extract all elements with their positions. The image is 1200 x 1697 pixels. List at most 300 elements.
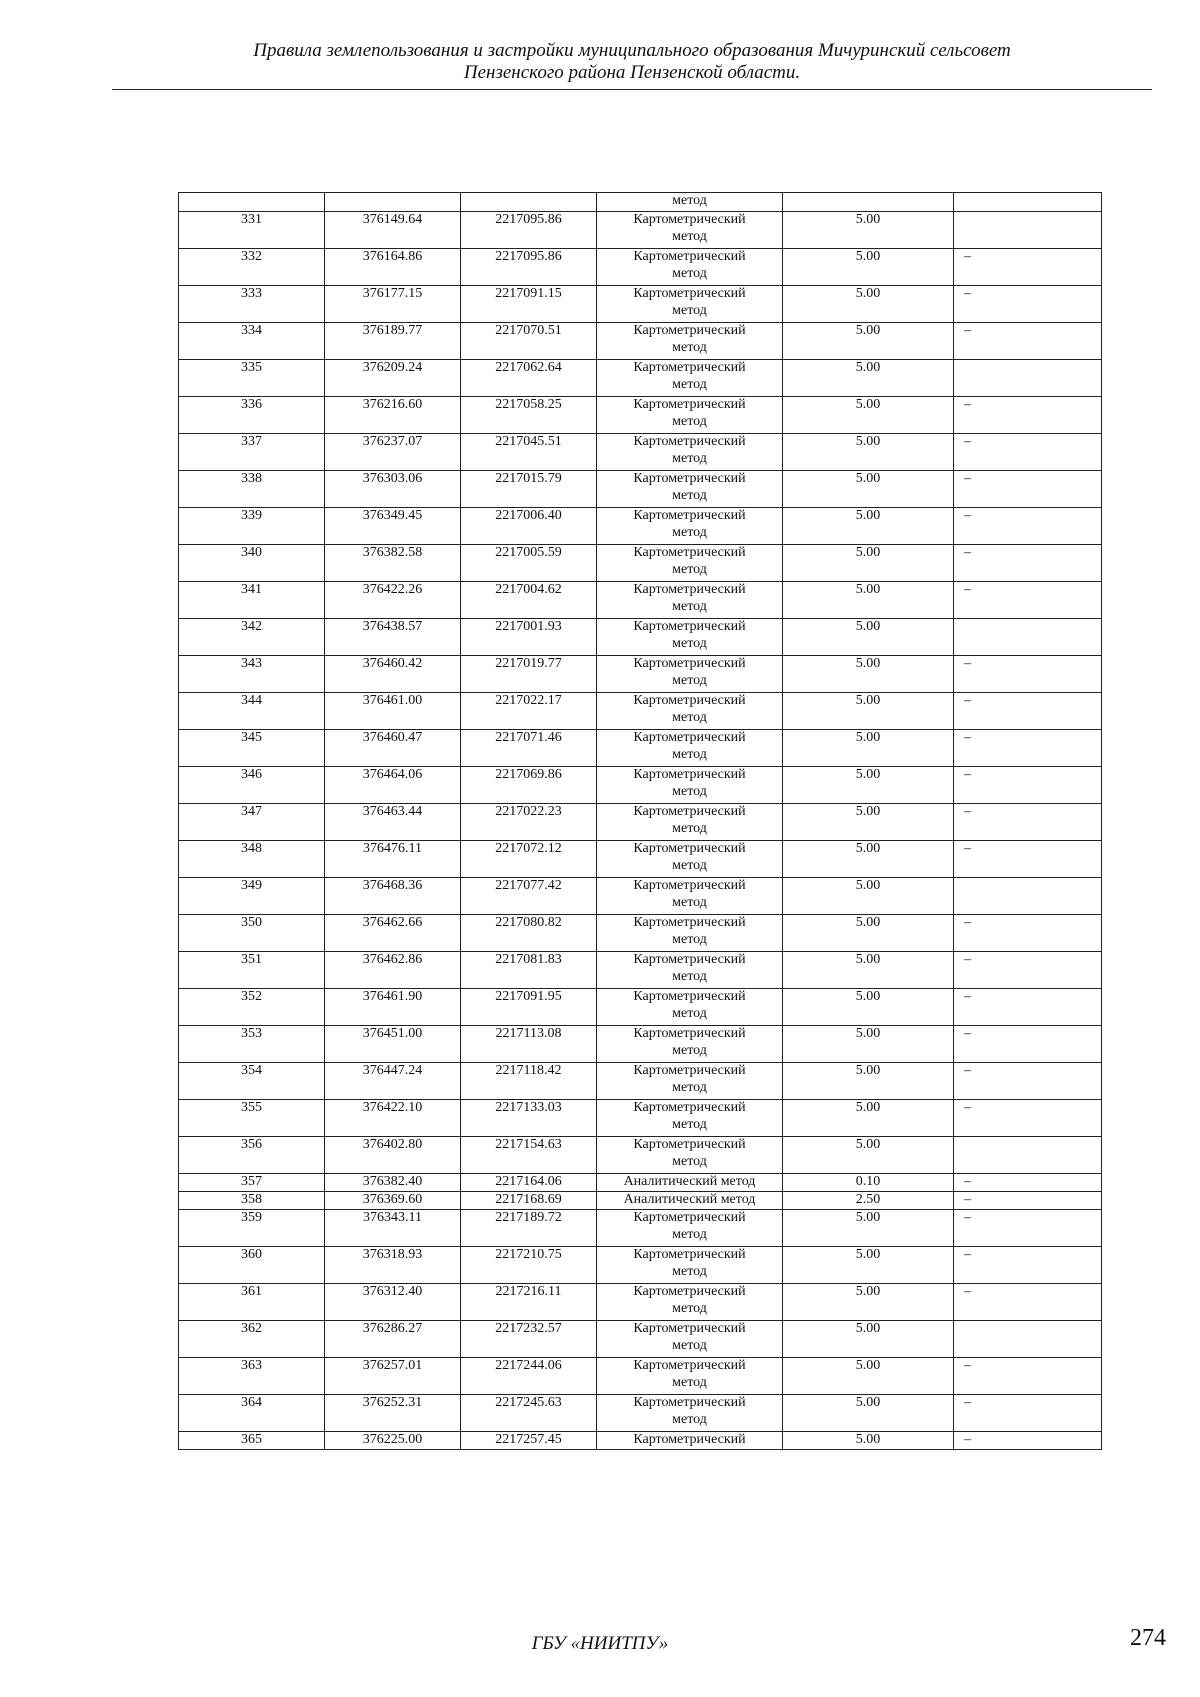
table-cell-note: – [954,841,1102,878]
table-cell [461,193,597,212]
table-cell-point-number: 336 [179,397,325,434]
method-line-2: метод [672,1226,707,1242]
table-cell-note: – [954,397,1102,434]
method-line-2: метод [672,1337,707,1353]
method-line-1: Картометрический [633,471,746,486]
table-row [179,1137,1102,1174]
table-cell-point-number: 338 [179,471,325,508]
table-cell-coordinate-x: 376177.15 [325,286,461,323]
table-cell-coordinate-y: 2217022.23 [461,804,597,841]
table-cell-coordinate-x: 376461.00 [325,693,461,730]
table-cell-method [597,1321,783,1358]
table-cell-method [597,878,783,915]
table-cell-point-number: 333 [179,286,325,323]
table-cell-coordinate-x: 376463.44 [325,804,461,841]
table-cell-coordinate-y: 2217015.79 [461,471,597,508]
table-row [179,1247,1102,1284]
table-cell-coordinate-x: 376451.00 [325,1026,461,1063]
table-row [179,286,1102,323]
table-row [179,1321,1102,1358]
table-row [179,360,1102,397]
table-cell-point-number: 361 [179,1284,325,1321]
table-cell-coordinate-x: 376422.26 [325,582,461,619]
table-cell-method [597,508,783,545]
table-cell-point-number: 365 [179,1432,325,1450]
method-line-1: Картометрический [633,730,746,745]
table-cell-accuracy: 5.00 [783,397,954,434]
table-cell-coordinate-x: 376464.06 [325,767,461,804]
table-row [179,1174,1102,1192]
table-cell-coordinate-x: 376257.01 [325,1358,461,1395]
method-line-2: метод [672,524,707,540]
table-cell-coordinate-x: 376286.27 [325,1321,461,1358]
table-cell-note: – [954,1174,1102,1192]
table-cell-coordinate-x: 376382.40 [325,1174,461,1192]
table-cell-method [597,693,783,730]
table-row [179,471,1102,508]
method-line-1: Картометрический [633,360,746,375]
table-cell-method [597,989,783,1026]
method-line-2: метод [672,598,707,614]
method-line-1: Картометрический [633,212,746,227]
table-row [179,1210,1102,1247]
table-cell-point-number: 332 [179,249,325,286]
table-cell-accuracy: 5.00 [783,434,954,471]
table-cell-note: – [954,1100,1102,1137]
table-cell-accuracy: 2.50 [783,1192,954,1210]
table-cell-point-number: 357 [179,1174,325,1192]
table-cell-method [597,1284,783,1321]
table-cell-point-number: 349 [179,878,325,915]
method-line-2: метод [672,561,707,577]
method-line-1: Картометрический [633,582,746,597]
method-line-2: метод [672,1042,707,1058]
table-cell-coordinate-y: 2217005.59 [461,545,597,582]
table-cell-method [597,1247,783,1284]
table-cell-point-number: 363 [179,1358,325,1395]
table-cell-note: – [954,1358,1102,1395]
table-cell-method [597,434,783,471]
table-cell-note: – [954,1063,1102,1100]
method-line-2: метод [672,376,707,392]
method-line-1: Картометрический [633,397,746,412]
table-cell-point-number: 350 [179,915,325,952]
table-cell-note: – [954,471,1102,508]
method-line-1: Картометрический [633,952,746,967]
table-cell-accuracy: 5.00 [783,767,954,804]
table-cell-method [597,249,783,286]
table-cell-method [597,471,783,508]
table-cell-coordinate-y: 2217019.77 [461,656,597,693]
table-cell-coordinate-y: 2217058.25 [461,397,597,434]
table-cell-coordinate-x: 376225.00 [325,1432,461,1450]
table-row [179,582,1102,619]
table-cell-accuracy: 5.00 [783,1395,954,1432]
method-line-2: метод [672,302,707,318]
method-line-2: метод [672,1263,707,1279]
table-cell-method [597,582,783,619]
table-row [179,619,1102,656]
table-cell-note: – [954,1432,1102,1450]
table-cell-method [597,1100,783,1137]
table-cell-point-number: 341 [179,582,325,619]
table-cell-accuracy: 5.00 [783,841,954,878]
table-cell-accuracy: 5.00 [783,656,954,693]
table-row [179,878,1102,915]
table-row [179,952,1102,989]
table-cell-coordinate-y: 2217081.83 [461,952,597,989]
method-line-2: метод [672,339,707,355]
table-cell-coordinate-y: 2217164.06 [461,1174,597,1192]
table-cell-point-number: 364 [179,1395,325,1432]
table-cell [783,193,954,212]
coordinates-table-body [179,193,1102,1450]
table-cell-point-number: 359 [179,1210,325,1247]
method-line-2: метод [672,413,707,429]
method-line-2: метод [672,894,707,910]
table-cell-coordinate-x: 376237.07 [325,434,461,471]
table-row [179,693,1102,730]
table-row [179,434,1102,471]
method-line-1: Картометрический [633,1063,746,1078]
method-line-1: Картометрический [633,545,746,560]
method-line-2: метод [672,1300,707,1316]
table-cell-accuracy: 5.00 [783,249,954,286]
method-line-2: метод [672,968,707,984]
table-cell-accuracy: 5.00 [783,1321,954,1358]
method-line-1: Картометрический [633,878,746,893]
table-cell-coordinate-y: 2217189.72 [461,1210,597,1247]
table-cell-note: – [954,434,1102,471]
table-cell-note: – [954,1210,1102,1247]
table-cell-note [954,360,1102,397]
table-cell-point-number: 347 [179,804,325,841]
method-line-1: Картометрический [633,1321,746,1336]
table-cell-coordinate-x: 376303.06 [325,471,461,508]
table-cell-note: – [954,952,1102,989]
table-row [179,249,1102,286]
method-line-2: метод [672,931,707,947]
page-number: 274 [1130,1625,1166,1651]
table-cell-note [954,1137,1102,1174]
method-line-1: Картометрический [633,1100,746,1115]
table-cell-accuracy: 5.00 [783,508,954,545]
table-cell-point-number: 353 [179,1026,325,1063]
method-line-1: Картометрический [633,323,746,338]
table-cell-point-number: 348 [179,841,325,878]
table-cell-accuracy: 5.00 [783,582,954,619]
method-line-1: Картометрический [633,1247,746,1262]
method-line-2: метод [672,228,707,244]
table-cell-coordinate-x: 376252.31 [325,1395,461,1432]
table-cell-coordinate-x: 376312.40 [325,1284,461,1321]
method-line-1: Картометрический [633,1358,746,1373]
table-cell-coordinate-y: 2217216.11 [461,1284,597,1321]
table-cell-accuracy: 5.00 [783,545,954,582]
table-row [179,397,1102,434]
table-cell-coordinate-y: 2217232.57 [461,1321,597,1358]
table-cell-coordinate-y: 2217168.69 [461,1192,597,1210]
table-cell-coordinate-y: 2217257.45 [461,1432,597,1450]
table-cell-coordinate-x: 376189.77 [325,323,461,360]
table-cell-note: – [954,767,1102,804]
method-line-2: метод [672,857,707,873]
page-header [112,40,1152,84]
table-cell-accuracy: 5.00 [783,1432,954,1450]
table-cell-coordinate-x: 376462.66 [325,915,461,952]
table-row [179,915,1102,952]
table-cell-note: – [954,323,1102,360]
table-cell-coordinate-x: 376149.64 [325,212,461,249]
table-cell-method [597,915,783,952]
table-cell-method [597,952,783,989]
table-cell-method [597,1395,783,1432]
table-cell-point-number: 351 [179,952,325,989]
table-cell-method [597,767,783,804]
table-cell-coordinate-y: 2217004.62 [461,582,597,619]
method-line-1: Аналитический метод [623,1174,756,1189]
table-cell-coordinate-x: 376209.24 [325,360,461,397]
table-cell-coordinate-x: 376462.86 [325,952,461,989]
table-cell-method [597,545,783,582]
table-cell-method [597,841,783,878]
table-cell-coordinate-y: 2217245.63 [461,1395,597,1432]
table-cell-accuracy: 5.00 [783,693,954,730]
table-cell-point-number: 362 [179,1321,325,1358]
table-cell [179,193,325,212]
table-cell-point-number: 354 [179,1063,325,1100]
table-cell-note: – [954,582,1102,619]
table-row [179,1026,1102,1063]
table-cell-coordinate-x: 376216.60 [325,397,461,434]
header-divider [112,89,1152,90]
table-row [179,730,1102,767]
table-cell-note [954,878,1102,915]
table-cell-coordinate-y: 2217154.63 [461,1137,597,1174]
table-row [179,767,1102,804]
method-line-1: Картометрический [633,434,746,449]
table-cell-note [954,1321,1102,1358]
method-line-2: метод [672,1116,707,1132]
table-cell-accuracy: 5.00 [783,1284,954,1321]
table-cell-point-number: 340 [179,545,325,582]
table-row [179,1192,1102,1210]
table-row [179,1395,1102,1432]
method-line-1: Картометрический [633,508,746,523]
method-line-2: метод [672,1411,707,1427]
table-cell-point-number: 355 [179,1100,325,1137]
table-cell-accuracy: 5.00 [783,619,954,656]
table-cell-coordinate-y: 2217244.06 [461,1358,597,1395]
table-cell-accuracy: 5.00 [783,1063,954,1100]
table-row [179,989,1102,1026]
table-cell-coordinate-y: 2217071.46 [461,730,597,767]
table-cell-note: – [954,730,1102,767]
table-cell-coordinate-y: 2217069.86 [461,767,597,804]
table-cell-accuracy: 5.00 [783,1210,954,1247]
table-cell-method [597,1063,783,1100]
table-cell-note: – [954,286,1102,323]
table-cell-accuracy: 5.00 [783,1026,954,1063]
table-cell-method [597,1137,783,1174]
method-line-2: метод [672,450,707,466]
method-line-2: метод [672,746,707,762]
table-row [179,508,1102,545]
table-cell-accuracy: 5.00 [783,989,954,1026]
table-cell-coordinate-y: 2217118.42 [461,1063,597,1100]
table-cell-accuracy: 5.00 [783,730,954,767]
table-cell-accuracy: 5.00 [783,1137,954,1174]
table-cell-method [597,1192,783,1210]
table-row [179,841,1102,878]
table-cell-accuracy: 5.00 [783,471,954,508]
table-cell-coordinate-x: 376460.47 [325,730,461,767]
method-line-1: Картометрический [633,1026,746,1041]
table-cell-coordinate-y: 2217080.82 [461,915,597,952]
method-line-1: Картометрический [633,1432,746,1447]
table-cell-note [954,212,1102,249]
table-cell-coordinate-y: 2217091.15 [461,286,597,323]
table-row [179,656,1102,693]
table-cell-coordinate-x: 376461.90 [325,989,461,1026]
table-cell-note: – [954,249,1102,286]
method-line-1: Аналитический метод [623,1192,756,1207]
table-row [179,1063,1102,1100]
table-cell-coordinate-x: 376476.11 [325,841,461,878]
method-line-2: метод [672,1079,707,1095]
table-cell-coordinate-x: 376422.10 [325,1100,461,1137]
table-cell-note: – [954,1026,1102,1063]
method-line-1: Картометрический [633,767,746,782]
table-cell-coordinate-y: 2217006.40 [461,508,597,545]
table-cell-method [597,360,783,397]
table-row [179,804,1102,841]
method-line-1: Картометрический [633,915,746,930]
method-line-1: Картометрический [633,1395,746,1410]
table-cell-accuracy: 5.00 [783,952,954,989]
table-cell-accuracy: 5.00 [783,360,954,397]
table-cell-coordinate-y: 2217070.51 [461,323,597,360]
method-line-2: метод [672,672,707,688]
table-cell-accuracy: 5.00 [783,1358,954,1395]
header-line-1: Правила землепользования и застройки муниципального образования Мичуринский сельсовет [253,40,1011,61]
table-cell-accuracy: 5.00 [783,323,954,360]
method-line-1: Картометрический [633,804,746,819]
table-cell-coordinate-x: 376382.58 [325,545,461,582]
table-cell-point-number: 339 [179,508,325,545]
table-cell-note: – [954,1395,1102,1432]
table-cell-coordinate-y: 2217113.08 [461,1026,597,1063]
table-cell-coordinate-y: 2217095.86 [461,249,597,286]
table-cell-accuracy: 5.00 [783,878,954,915]
table-cell-note: – [954,508,1102,545]
table-cell-note: – [954,804,1102,841]
method-line-2: метод [672,1374,707,1390]
table-cell-accuracy: 0.10 [783,1174,954,1192]
table-cell-method [597,1174,783,1192]
method-line-1: Картометрический [633,841,746,856]
table-cell-coordinate-y: 2217210.75 [461,1247,597,1284]
table-cell-method: метод [597,193,783,212]
table-cell-point-number: 356 [179,1137,325,1174]
table-cell-point-number: 352 [179,989,325,1026]
table-cell-point-number: 335 [179,360,325,397]
table-cell-method [597,1358,783,1395]
table-cell-coordinate-x: 376460.42 [325,656,461,693]
method-line-2: метод [672,487,707,503]
method-line-1: Картометрический [633,1210,746,1225]
table-row [179,1100,1102,1137]
table-cell-method [597,656,783,693]
table-cell-method [597,397,783,434]
table-cell-point-number: 344 [179,693,325,730]
table-cell-method [597,212,783,249]
table-cell-point-number: 343 [179,656,325,693]
method-line-1: Картометрический [633,619,746,634]
table-cell-coordinate-y: 2217062.64 [461,360,597,397]
table-cell-note: – [954,1247,1102,1284]
footer-org: ГБУ «НИИТПУ» [531,1633,669,1654]
method-line-2: метод [672,709,707,725]
method-line-2: метод [672,635,707,651]
table-row [179,1284,1102,1321]
table-cell-method [597,1026,783,1063]
coordinates-table [178,192,1102,1450]
table-cell-method [597,730,783,767]
table-row [179,212,1102,249]
table-cell-coordinate-y: 2217095.86 [461,212,597,249]
table-cell-note: – [954,1284,1102,1321]
method-line-2: метод [672,783,707,799]
method-line-1: Картометрический [633,1137,746,1152]
table-cell-coordinate-x: 376164.86 [325,249,461,286]
table-cell-coordinate-y: 2217022.17 [461,693,597,730]
table-cell-accuracy: 5.00 [783,804,954,841]
table-cell [954,193,1102,212]
table-cell-coordinate-x: 376468.36 [325,878,461,915]
table-row [179,1358,1102,1395]
table-cell-point-number: 358 [179,1192,325,1210]
table-cell-coordinate-y: 2217133.03 [461,1100,597,1137]
table-cell-point-number: 334 [179,323,325,360]
method-line-1: Картометрический [633,989,746,1004]
table-cell-method [597,1432,783,1450]
table-cell-coordinate-x: 376447.24 [325,1063,461,1100]
table-cell-accuracy: 5.00 [783,286,954,323]
table-cell-method [597,619,783,656]
table-cell-coordinate-y: 2217072.12 [461,841,597,878]
table-cell-coordinate-x: 376349.45 [325,508,461,545]
table-cell-coordinate-y: 2217045.51 [461,434,597,471]
method-line-1: Картометрический [633,249,746,264]
table-cell-coordinate-y: 2217001.93 [461,619,597,656]
table-cell-note: – [954,656,1102,693]
table-cell-note: – [954,693,1102,730]
table-cell-coordinate-x: 376438.57 [325,619,461,656]
table-cell-accuracy: 5.00 [783,1100,954,1137]
table-row [179,1432,1102,1450]
method-line-2: метод [672,1153,707,1169]
table-cell-coordinate-x: 376369.60 [325,1192,461,1210]
table-cell-accuracy: 5.00 [783,212,954,249]
table-cell-coordinate-y: 2217077.42 [461,878,597,915]
table-row-continuation [179,193,1102,212]
table-cell-point-number: 346 [179,767,325,804]
table-cell-accuracy: 5.00 [783,1247,954,1284]
table-cell-note: – [954,989,1102,1026]
table-cell-point-number: 360 [179,1247,325,1284]
method-line-2: метод [672,1005,707,1021]
